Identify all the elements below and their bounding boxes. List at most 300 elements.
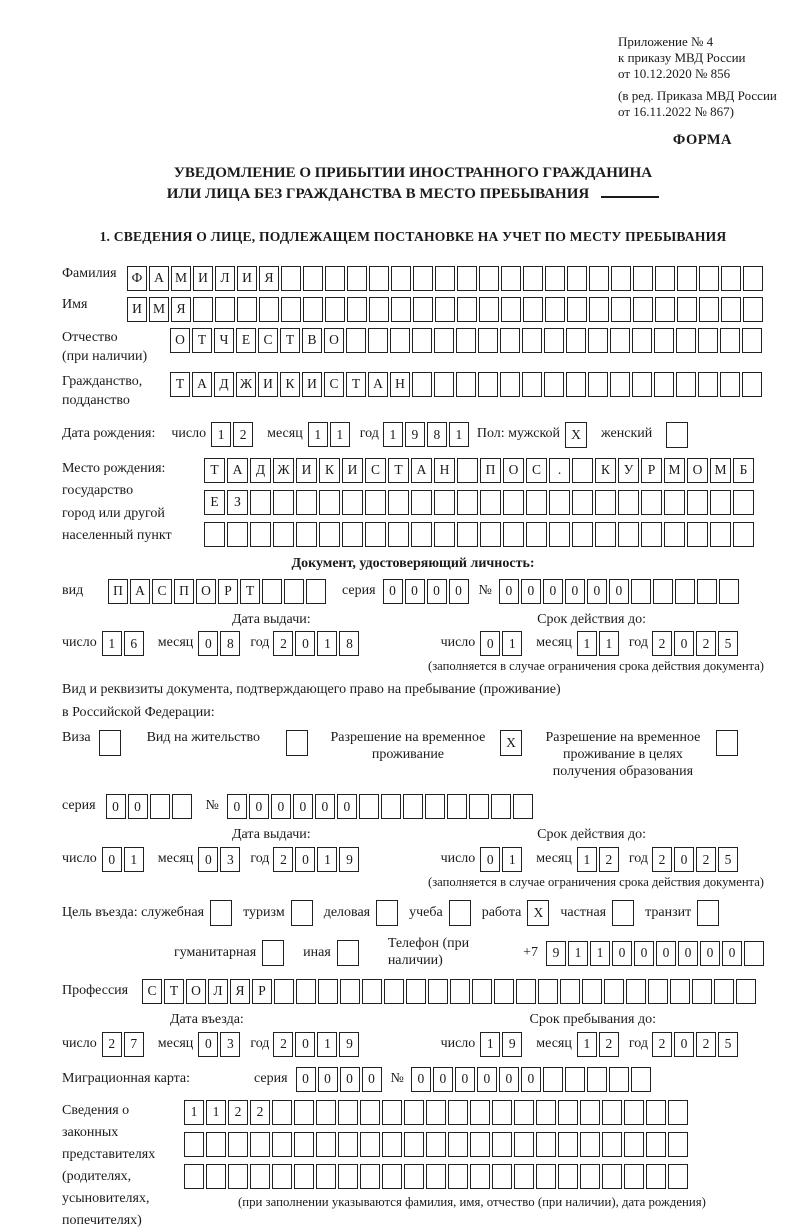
char-box[interactable]: 8	[220, 631, 240, 656]
purpose-work-checkbox[interactable]: X	[527, 900, 549, 926]
char-box[interactable]	[342, 522, 363, 547]
char-box[interactable]	[668, 1100, 688, 1125]
char-box[interactable]	[184, 1164, 204, 1189]
char-box[interactable]: 0	[362, 1067, 382, 1092]
char-box[interactable]: 0	[674, 847, 694, 872]
char-box[interactable]: 1	[124, 847, 144, 872]
char-box[interactable]	[567, 266, 587, 291]
char-box[interactable]	[450, 979, 470, 1004]
char-box[interactable]: 1	[599, 631, 619, 656]
char-box[interactable]: 0	[612, 941, 632, 966]
char-box[interactable]: К	[595, 458, 616, 483]
char-box[interactable]	[428, 979, 448, 1004]
char-box[interactable]: 0	[198, 631, 218, 656]
char-box[interactable]	[359, 794, 379, 819]
char-box[interactable]: 5	[718, 631, 738, 656]
char-box[interactable]: 0	[700, 941, 720, 966]
char-box[interactable]: О	[186, 979, 206, 1004]
char-box[interactable]: И	[258, 372, 278, 397]
visa-checkbox[interactable]	[99, 730, 121, 756]
char-box[interactable]: 1	[502, 847, 522, 872]
char-box[interactable]	[720, 328, 740, 353]
char-box[interactable]	[687, 522, 708, 547]
char-box[interactable]: 0	[383, 579, 403, 604]
char-box[interactable]: И	[296, 458, 317, 483]
char-box[interactable]	[610, 372, 630, 397]
char-box[interactable]	[391, 297, 411, 322]
purpose-business-checkbox[interactable]	[376, 900, 398, 926]
char-box[interactable]: А	[368, 372, 388, 397]
char-box[interactable]	[342, 490, 363, 515]
char-box[interactable]	[492, 1100, 512, 1125]
char-box[interactable]	[491, 794, 511, 819]
char-box[interactable]: 0	[480, 847, 500, 872]
char-box[interactable]	[259, 297, 279, 322]
char-box[interactable]	[523, 297, 543, 322]
char-box[interactable]: .	[549, 458, 570, 483]
char-box[interactable]	[296, 522, 317, 547]
char-box[interactable]	[338, 1132, 358, 1157]
char-box[interactable]: Е	[236, 328, 256, 353]
char-box[interactable]	[426, 1164, 446, 1189]
char-box[interactable]: И	[342, 458, 363, 483]
char-box[interactable]	[503, 522, 524, 547]
char-box[interactable]: 0	[411, 1067, 431, 1092]
char-box[interactable]	[435, 266, 455, 291]
char-box[interactable]: 0	[427, 579, 447, 604]
char-box[interactable]	[536, 1132, 556, 1157]
char-box[interactable]	[631, 1067, 651, 1092]
char-box[interactable]	[664, 490, 685, 515]
char-box[interactable]	[281, 266, 301, 291]
char-box[interactable]: 1	[577, 631, 597, 656]
char-box[interactable]: 0	[499, 579, 519, 604]
char-box[interactable]: 0	[249, 794, 269, 819]
char-box[interactable]	[325, 297, 345, 322]
char-box[interactable]: У	[618, 458, 639, 483]
char-box[interactable]	[227, 522, 248, 547]
char-box[interactable]: 1	[308, 422, 328, 447]
char-box[interactable]: П	[108, 579, 128, 604]
temp-residence-checkbox[interactable]: X	[500, 730, 522, 756]
char-box[interactable]: Я	[171, 297, 191, 322]
char-box[interactable]	[434, 522, 455, 547]
char-box[interactable]: А	[149, 266, 169, 291]
char-box[interactable]: А	[411, 458, 432, 483]
char-box[interactable]	[609, 1067, 629, 1092]
char-box[interactable]	[325, 266, 345, 291]
char-box[interactable]	[522, 372, 542, 397]
char-box[interactable]	[480, 490, 501, 515]
char-box[interactable]	[390, 328, 410, 353]
char-box[interactable]	[319, 522, 340, 547]
char-box[interactable]: 0	[198, 1032, 218, 1057]
char-box[interactable]	[492, 1132, 512, 1157]
char-box[interactable]	[434, 372, 454, 397]
char-box[interactable]: 0	[587, 579, 607, 604]
char-box[interactable]	[469, 794, 489, 819]
sex-female-checkbox[interactable]	[666, 422, 688, 448]
char-box[interactable]: И	[237, 266, 257, 291]
char-box[interactable]	[294, 1132, 314, 1157]
char-box[interactable]	[296, 979, 316, 1004]
char-box[interactable]	[536, 1100, 556, 1125]
char-box[interactable]: 2	[652, 1032, 672, 1057]
char-box[interactable]: Т	[280, 328, 300, 353]
char-box[interactable]	[558, 1164, 578, 1189]
char-box[interactable]	[448, 1100, 468, 1125]
char-box[interactable]: 6	[124, 631, 144, 656]
char-box[interactable]: О	[687, 458, 708, 483]
char-box[interactable]: 1	[317, 847, 337, 872]
char-box[interactable]: 1	[102, 631, 122, 656]
purpose-private-checkbox[interactable]	[612, 900, 634, 926]
char-box[interactable]: 0	[455, 1067, 475, 1092]
char-box[interactable]	[303, 297, 323, 322]
char-box[interactable]	[560, 979, 580, 1004]
char-box[interactable]	[692, 979, 712, 1004]
char-box[interactable]: Е	[204, 490, 225, 515]
char-box[interactable]	[425, 794, 445, 819]
char-box[interactable]: О	[196, 579, 216, 604]
char-box[interactable]	[503, 490, 524, 515]
char-box[interactable]	[457, 458, 478, 483]
char-box[interactable]: Ж	[236, 372, 256, 397]
char-box[interactable]: 0	[315, 794, 335, 819]
char-box[interactable]: С	[526, 458, 547, 483]
char-box[interactable]	[572, 522, 593, 547]
char-box[interactable]	[514, 1164, 534, 1189]
char-box[interactable]	[677, 266, 697, 291]
char-box[interactable]	[360, 1132, 380, 1157]
char-box[interactable]: 2	[228, 1100, 248, 1125]
char-box[interactable]: 1	[330, 422, 350, 447]
char-box[interactable]	[435, 297, 455, 322]
char-box[interactable]	[743, 266, 763, 291]
char-box[interactable]: 0	[227, 794, 247, 819]
char-box[interactable]	[369, 266, 389, 291]
char-box[interactable]	[457, 490, 478, 515]
char-box[interactable]: 1	[502, 631, 522, 656]
char-box[interactable]	[544, 328, 564, 353]
char-box[interactable]	[388, 490, 409, 515]
char-box[interactable]	[567, 297, 587, 322]
char-box[interactable]	[632, 328, 652, 353]
char-box[interactable]: 1	[568, 941, 588, 966]
char-box[interactable]: 0	[674, 1032, 694, 1057]
char-box[interactable]: 9	[405, 422, 425, 447]
char-box[interactable]	[522, 328, 542, 353]
char-box[interactable]	[698, 328, 718, 353]
char-box[interactable]	[714, 979, 734, 1004]
char-box[interactable]	[434, 490, 455, 515]
char-box[interactable]: 0	[499, 1067, 519, 1092]
char-box[interactable]: И	[193, 266, 213, 291]
char-box[interactable]	[589, 266, 609, 291]
char-box[interactable]	[742, 328, 762, 353]
char-box[interactable]: Т	[240, 579, 260, 604]
char-box[interactable]	[580, 1164, 600, 1189]
sex-male-checkbox[interactable]: X	[565, 422, 587, 448]
char-box[interactable]	[687, 490, 708, 515]
char-box[interactable]: 2	[233, 422, 253, 447]
char-box[interactable]: М	[710, 458, 731, 483]
char-box[interactable]	[492, 1164, 512, 1189]
char-box[interactable]	[595, 490, 616, 515]
char-box[interactable]	[273, 490, 294, 515]
char-box[interactable]: М	[171, 266, 191, 291]
char-box[interactable]	[365, 490, 386, 515]
char-box[interactable]: Р	[218, 579, 238, 604]
char-box[interactable]	[362, 979, 382, 1004]
char-box[interactable]: 2	[273, 1032, 293, 1057]
char-box[interactable]: Ф	[127, 266, 147, 291]
purpose-other-checkbox[interactable]	[337, 940, 359, 966]
char-box[interactable]	[250, 1132, 270, 1157]
char-box[interactable]	[543, 1067, 563, 1092]
char-box[interactable]: Д	[250, 458, 271, 483]
char-box[interactable]: 2	[696, 847, 716, 872]
char-box[interactable]: С	[142, 979, 162, 1004]
char-box[interactable]	[611, 266, 631, 291]
char-box[interactable]	[602, 1100, 622, 1125]
char-box[interactable]: Л	[215, 266, 235, 291]
char-box[interactable]	[677, 297, 697, 322]
char-box[interactable]: 3	[220, 847, 240, 872]
char-box[interactable]	[360, 1100, 380, 1125]
char-box[interactable]	[721, 297, 741, 322]
char-box[interactable]: 0	[295, 847, 315, 872]
char-box[interactable]: 0	[433, 1067, 453, 1092]
char-box[interactable]: 0	[521, 579, 541, 604]
char-box[interactable]	[384, 979, 404, 1004]
char-box[interactable]	[670, 979, 690, 1004]
char-box[interactable]	[523, 266, 543, 291]
char-box[interactable]: 1	[480, 1032, 500, 1057]
char-box[interactable]	[478, 328, 498, 353]
char-box[interactable]	[654, 372, 674, 397]
char-box[interactable]: Т	[346, 372, 366, 397]
char-box[interactable]	[306, 579, 326, 604]
char-box[interactable]	[545, 266, 565, 291]
char-box[interactable]	[369, 297, 389, 322]
char-box[interactable]	[549, 522, 570, 547]
char-box[interactable]	[272, 1132, 292, 1157]
char-box[interactable]	[470, 1164, 490, 1189]
char-box[interactable]: 0	[106, 794, 126, 819]
char-box[interactable]	[470, 1132, 490, 1157]
char-box[interactable]	[719, 579, 739, 604]
char-box[interactable]	[545, 297, 565, 322]
char-box[interactable]: 0	[405, 579, 425, 604]
char-box[interactable]	[272, 1164, 292, 1189]
char-box[interactable]	[572, 458, 593, 483]
char-box[interactable]: О	[324, 328, 344, 353]
char-box[interactable]	[580, 1132, 600, 1157]
char-box[interactable]: Т	[204, 458, 225, 483]
char-box[interactable]	[406, 979, 426, 1004]
char-box[interactable]: Б	[733, 458, 754, 483]
char-box[interactable]	[479, 297, 499, 322]
char-box[interactable]: О	[503, 458, 524, 483]
char-box[interactable]	[391, 266, 411, 291]
char-box[interactable]: 2	[652, 847, 672, 872]
char-box[interactable]: С	[324, 372, 344, 397]
char-box[interactable]	[720, 372, 740, 397]
char-box[interactable]: 0	[674, 631, 694, 656]
char-box[interactable]: 2	[696, 631, 716, 656]
char-box[interactable]	[514, 1100, 534, 1125]
char-box[interactable]: 1	[211, 422, 231, 447]
char-box[interactable]	[641, 522, 662, 547]
char-box[interactable]: К	[319, 458, 340, 483]
char-box[interactable]	[338, 1164, 358, 1189]
char-box[interactable]: П	[174, 579, 194, 604]
char-box[interactable]: 0	[477, 1067, 497, 1092]
char-box[interactable]	[676, 328, 696, 353]
char-box[interactable]	[744, 941, 764, 966]
char-box[interactable]: 0	[293, 794, 313, 819]
char-box[interactable]	[566, 372, 586, 397]
char-box[interactable]	[580, 1100, 600, 1125]
char-box[interactable]	[699, 297, 719, 322]
char-box[interactable]	[237, 297, 257, 322]
char-box[interactable]	[500, 372, 520, 397]
char-box[interactable]	[632, 372, 652, 397]
char-box[interactable]	[412, 328, 432, 353]
char-box[interactable]: 1	[577, 1032, 597, 1057]
char-box[interactable]: 1	[383, 422, 403, 447]
char-box[interactable]: Р	[641, 458, 662, 483]
char-box[interactable]	[544, 372, 564, 397]
char-box[interactable]	[501, 266, 521, 291]
char-box[interactable]	[316, 1164, 336, 1189]
char-box[interactable]	[675, 579, 695, 604]
char-box[interactable]	[526, 490, 547, 515]
char-box[interactable]	[347, 266, 367, 291]
char-box[interactable]	[646, 1164, 666, 1189]
char-box[interactable]	[316, 1100, 336, 1125]
char-box[interactable]	[360, 1164, 380, 1189]
char-box[interactable]: А	[192, 372, 212, 397]
char-box[interactable]: 3	[220, 1032, 240, 1057]
char-box[interactable]	[624, 1164, 644, 1189]
char-box[interactable]: 1	[590, 941, 610, 966]
char-box[interactable]	[204, 522, 225, 547]
char-box[interactable]	[206, 1132, 226, 1157]
char-box[interactable]: Н	[434, 458, 455, 483]
char-box[interactable]	[549, 490, 570, 515]
char-box[interactable]	[404, 1132, 424, 1157]
char-box[interactable]	[479, 266, 499, 291]
char-box[interactable]: О	[170, 328, 190, 353]
char-box[interactable]: Р	[252, 979, 272, 1004]
char-box[interactable]	[526, 522, 547, 547]
char-box[interactable]: 0	[609, 579, 629, 604]
char-box[interactable]: Т	[170, 372, 190, 397]
char-box[interactable]	[404, 1100, 424, 1125]
char-box[interactable]	[382, 1132, 402, 1157]
char-box[interactable]: 1	[317, 1032, 337, 1057]
char-box[interactable]	[296, 490, 317, 515]
char-box[interactable]	[631, 579, 651, 604]
char-box[interactable]	[743, 297, 763, 322]
purpose-transit-checkbox[interactable]	[697, 900, 719, 926]
char-box[interactable]: 2	[652, 631, 672, 656]
char-box[interactable]	[721, 266, 741, 291]
char-box[interactable]	[646, 1100, 666, 1125]
char-box[interactable]	[447, 794, 467, 819]
char-box[interactable]	[404, 1164, 424, 1189]
char-box[interactable]: Я	[230, 979, 250, 1004]
char-box[interactable]	[273, 522, 294, 547]
char-box[interactable]	[500, 328, 520, 353]
char-box[interactable]: 2	[102, 1032, 122, 1057]
char-box[interactable]	[536, 1164, 556, 1189]
char-box[interactable]	[274, 979, 294, 1004]
char-box[interactable]	[668, 1132, 688, 1157]
char-box[interactable]: 1	[206, 1100, 226, 1125]
char-box[interactable]: 0	[271, 794, 291, 819]
char-box[interactable]: 0	[296, 1067, 316, 1092]
char-box[interactable]	[303, 266, 323, 291]
char-box[interactable]: Л	[208, 979, 228, 1004]
char-box[interactable]	[457, 522, 478, 547]
char-box[interactable]	[368, 328, 388, 353]
char-box[interactable]	[228, 1132, 248, 1157]
char-box[interactable]: 1	[184, 1100, 204, 1125]
char-box[interactable]	[664, 522, 685, 547]
char-box[interactable]	[456, 328, 476, 353]
char-box[interactable]: 2	[599, 847, 619, 872]
char-box[interactable]	[618, 522, 639, 547]
char-box[interactable]	[516, 979, 536, 1004]
char-box[interactable]: 0	[480, 631, 500, 656]
char-box[interactable]	[538, 979, 558, 1004]
char-box[interactable]	[340, 979, 360, 1004]
char-box[interactable]	[172, 794, 192, 819]
char-box[interactable]	[365, 522, 386, 547]
char-box[interactable]	[413, 297, 433, 322]
char-box[interactable]	[150, 794, 170, 819]
char-box[interactable]	[610, 328, 630, 353]
char-box[interactable]	[626, 979, 646, 1004]
char-box[interactable]: 0	[449, 579, 469, 604]
char-box[interactable]: 0	[128, 794, 148, 819]
char-box[interactable]	[733, 490, 754, 515]
char-box[interactable]	[250, 522, 271, 547]
residence-permit-checkbox[interactable]	[286, 730, 308, 756]
char-box[interactable]	[411, 522, 432, 547]
char-box[interactable]: 2	[273, 631, 293, 656]
char-box[interactable]	[618, 490, 639, 515]
char-box[interactable]	[281, 297, 301, 322]
char-box[interactable]: 9	[502, 1032, 522, 1057]
char-box[interactable]	[413, 266, 433, 291]
char-box[interactable]	[184, 1132, 204, 1157]
char-box[interactable]	[338, 1100, 358, 1125]
char-box[interactable]	[633, 297, 653, 322]
char-box[interactable]: 2	[599, 1032, 619, 1057]
char-box[interactable]	[710, 522, 731, 547]
char-box[interactable]	[668, 1164, 688, 1189]
char-box[interactable]: Т	[192, 328, 212, 353]
char-box[interactable]	[602, 1164, 622, 1189]
char-box[interactable]	[565, 1067, 585, 1092]
char-box[interactable]	[589, 297, 609, 322]
char-box[interactable]	[588, 372, 608, 397]
char-box[interactable]: 9	[339, 847, 359, 872]
